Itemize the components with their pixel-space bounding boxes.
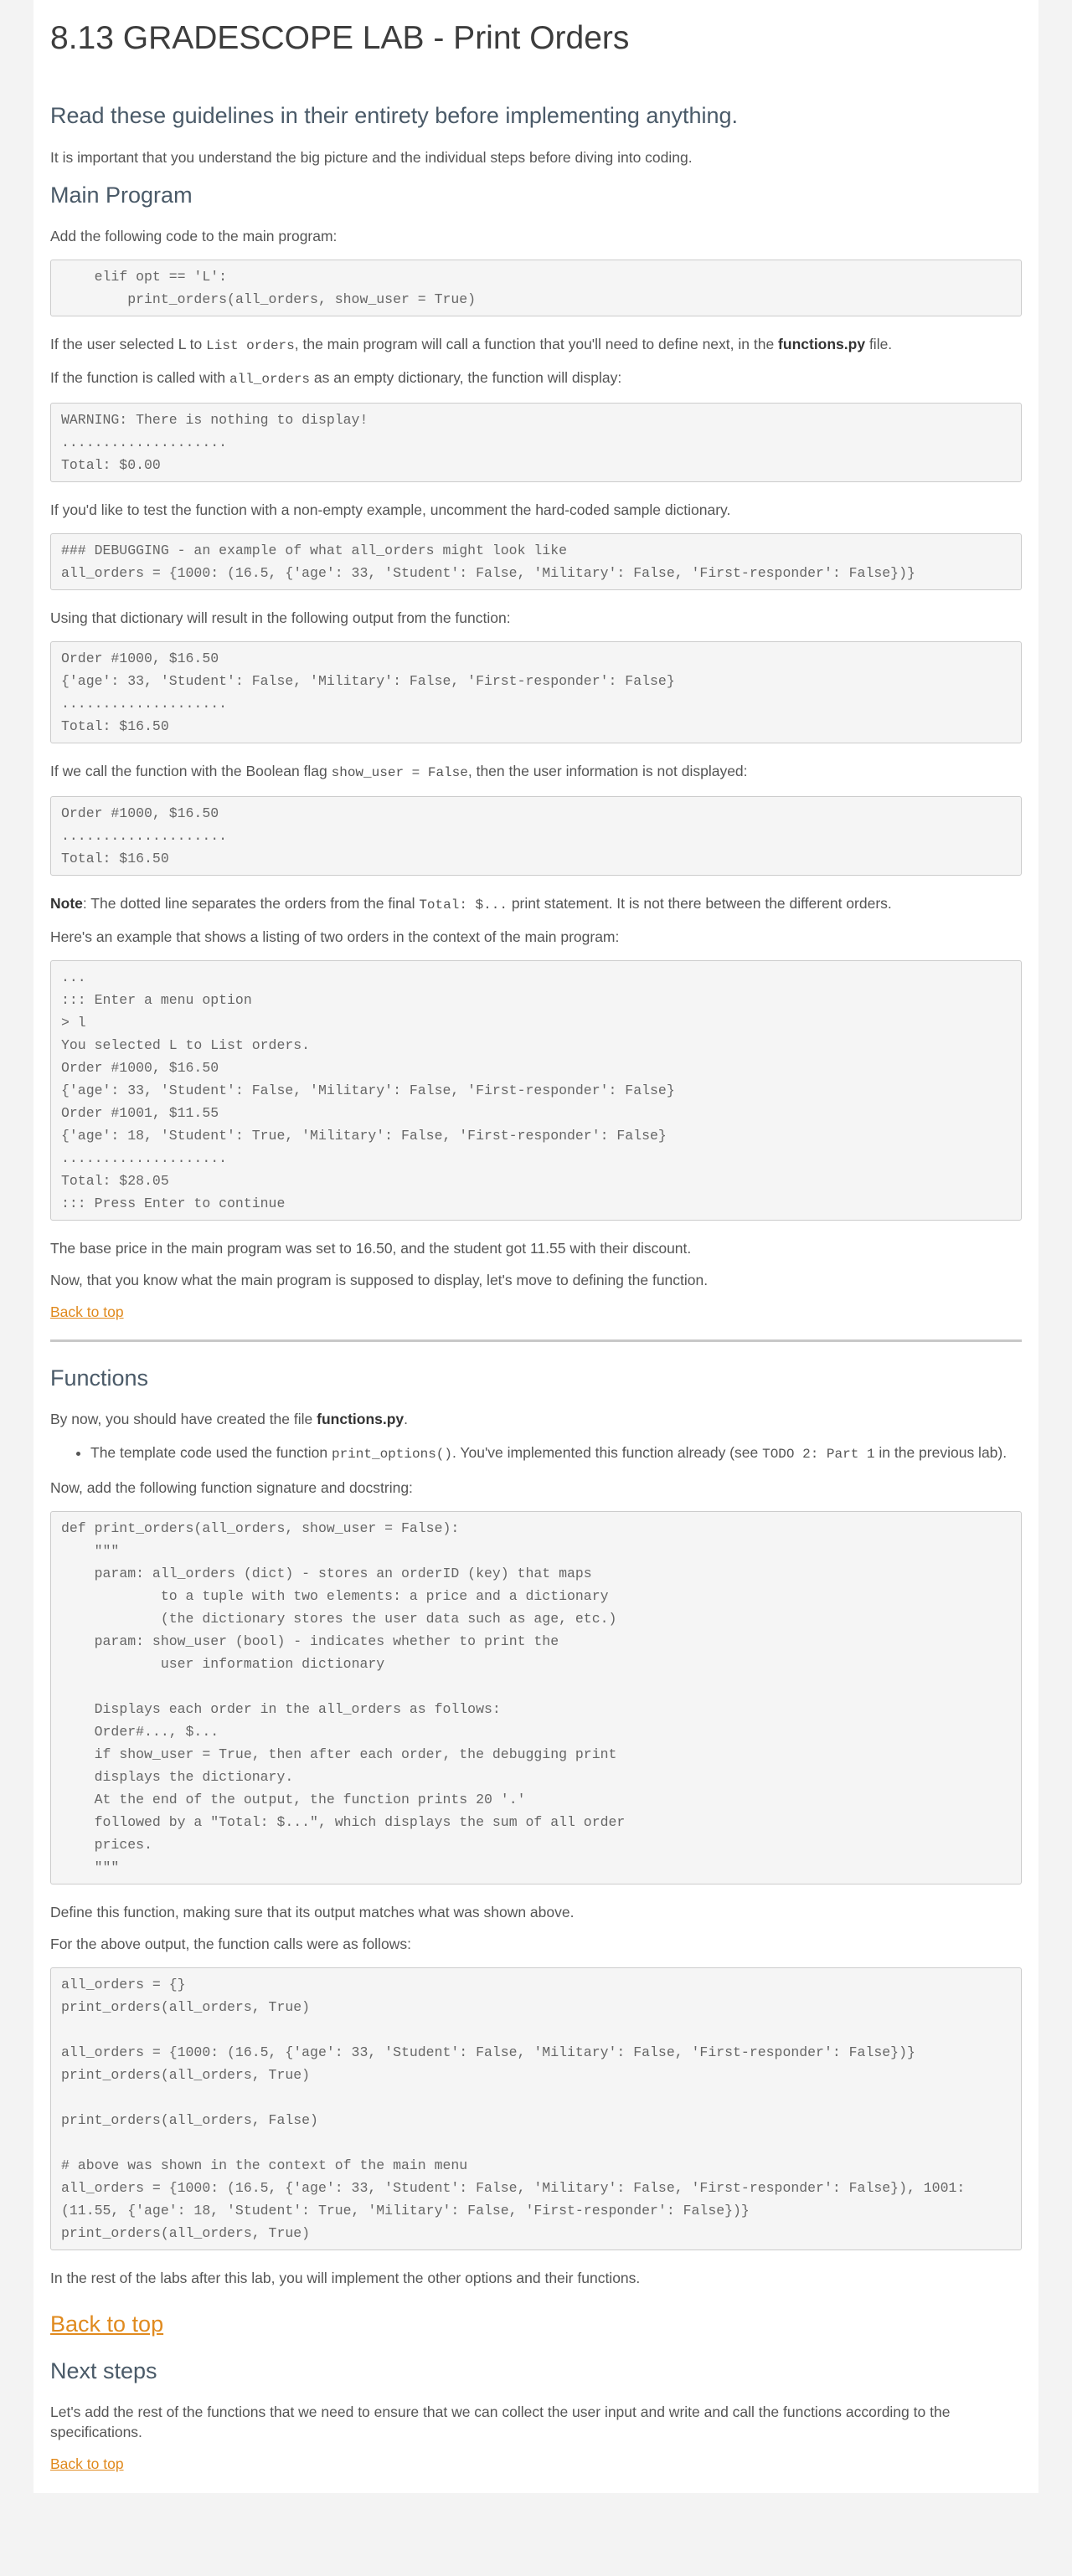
code-block-warning: WARNING: There is nothing to display! .................... Total: $0.00 bbox=[50, 403, 1022, 482]
back-to-top-link-large[interactable]: Back to top bbox=[50, 2311, 164, 2337]
main-program-p3 bbox=[50, 368, 1022, 389]
note-label: Note bbox=[50, 895, 83, 912]
inline-code: show_user = False bbox=[331, 765, 468, 780]
functions-p2: Now, add the following function signature and docstring: bbox=[50, 1479, 413, 1496]
functions-bullet-list bbox=[50, 1442, 1022, 1464]
page-title: 8.13 GRADESCOPE LAB - Print Orders bbox=[50, 20, 630, 56]
section-divider bbox=[50, 1339, 1022, 1342]
back-to-top-link[interactable]: Back to top bbox=[50, 1303, 124, 1320]
text-span: The template code used the function bbox=[90, 1444, 332, 1461]
functions-p1 bbox=[50, 1409, 1022, 1429]
main-program-heading: Main Program bbox=[50, 183, 193, 208]
text-span: If the user selected L to bbox=[50, 336, 207, 352]
text-span: If we call the function with the Boolean flag bbox=[50, 763, 332, 779]
text-span: . bbox=[404, 1411, 409, 1427]
inline-code: Total: $... bbox=[419, 897, 508, 913]
bold-filename: functions.py bbox=[317, 1411, 405, 1427]
code-block-output-no-user: Order #1000, $16.50 .................... Total: $16.50 bbox=[50, 796, 1022, 876]
guidelines-heading: Read these guidelines in their entirety before implementing anything. bbox=[50, 103, 738, 128]
text-span: , then the user information is not displayed: bbox=[467, 763, 748, 779]
main-program-p8: Here's an example that shows a listing of two orders in the context of the main program: bbox=[50, 928, 620, 945]
functions-heading: Functions bbox=[50, 1365, 149, 1391]
code-block-signature: def print_orders(all_orders, show_user = False): """ param: all_orders (dict) - stores an orderID (key) that maps to a tuple with two elements: a price and a dictionary (the dictionary stores the user data such as age, etc.) param: show_user (bool) - indicates whether to print the user information dictionary Displays each order in the all_orders as follows: Order#..., $... if show_user = True, then after each order, the debugging print displays the dictionary. At the end of the output, the function prints 20 '.' followed by a "Total: $...", which displays the sum of all order prices. """ bbox=[50, 1511, 1022, 1884]
main-program-p2 bbox=[50, 334, 1022, 356]
functions-p5: In the rest of the labs after this lab, you will implement the other options and their functions. bbox=[50, 2270, 641, 2286]
main-program-p10: Now, that you know what the main program is supposed to display, let's move to defining the function. bbox=[50, 1272, 709, 1288]
main-program-p9: The base price in the main program was set to 16.50, and the student got 11.55 with their discount. bbox=[50, 1240, 692, 1257]
bold-filename: functions.py bbox=[778, 336, 866, 352]
note-paragraph bbox=[50, 893, 1022, 915]
list-item bbox=[90, 1442, 1022, 1464]
text-span: By now, you should have created the file bbox=[50, 1411, 317, 1427]
text-span: as an empty dictionary, the function will display: bbox=[310, 369, 622, 386]
code-block-elif: elif opt == 'L': print_orders(all_orders, show_user = True) bbox=[50, 260, 1022, 316]
back-to-top-link[interactable]: Back to top bbox=[50, 2455, 124, 2472]
inline-code: TODO 2: Part 1 bbox=[762, 1447, 875, 1462]
code-block-calls: all_orders = {} print_orders(all_orders, True) all_orders = {1000: (16.5, {'age': 33, 'Student': False, 'Military': False, 'First-responder': False})} print_orders(all_orders, True) print_orders(all_orders, False) # above was shown in the context of the main menu all_orders = {1000: (16.5, {'age': 33, 'Student': False, 'Military': False, 'First-responder': False}), 1001: (11.55, {'age': 18, 'Student': True, 'Military': False, 'First-responder': False})} print_orders(all_orders, True) bbox=[50, 1967, 1022, 2250]
text-span: : The dotted line separates the orders from the final bbox=[82, 895, 420, 912]
inline-code: List orders bbox=[206, 338, 295, 353]
text-span: print statement. It is not there between the different orders. bbox=[507, 895, 892, 912]
lab-page bbox=[34, 0, 1038, 2493]
inline-code: all_orders bbox=[229, 372, 311, 387]
text-span: . You've implemented this function already (see bbox=[452, 1444, 763, 1461]
intro-text: It is important that you understand the big picture and the individual steps before diving into coding. bbox=[50, 149, 693, 166]
functions-p4: For the above output, the function calls were as follows: bbox=[50, 1936, 411, 1952]
text-span: If the function is called with bbox=[50, 369, 229, 386]
text-span: in the previous lab). bbox=[874, 1444, 1008, 1461]
code-block-debugging: ### DEBUGGING - an example of what all_orders might look like all_orders = {1000: (16.5, {'age': 33, 'Student': False, 'Military': False, 'First-responder': False})} bbox=[50, 533, 1022, 590]
next-steps-heading: Next steps bbox=[50, 2358, 157, 2383]
main-program-p6 bbox=[50, 761, 1022, 783]
functions-p3: Define this function, making sure that its output matches what was shown above. bbox=[50, 1904, 575, 1920]
next-steps-p1: Let's add the rest of the functions that we need to ensure that we can collect the user input and write and call the functions according to the specifications. bbox=[50, 2404, 951, 2440]
main-program-p1: Add the following code to the main program: bbox=[50, 228, 338, 244]
main-program-p5: Using that dictionary will result in the following output from the function: bbox=[50, 609, 511, 626]
inline-code: print_options() bbox=[331, 1447, 452, 1462]
text-span: file. bbox=[865, 336, 893, 352]
text-span: , the main program will call a function that you'll need to define next, in the bbox=[294, 336, 779, 352]
main-program-p4: If you'd like to test the function with a non-empty example, uncomment the hard-coded sample dictionary. bbox=[50, 501, 731, 518]
code-block-menu-example: ... ::: Enter a menu option > l You selected L to List orders. Order #1000, $16.50 {'age': 33, 'Student': False, 'Military': False, 'First-responder': False} Order #1001, $11.55 {'age': 18, 'Student': True, 'Military': False, 'First-responder': False} .................... Total: $28.05 ::: Press Enter to continue bbox=[50, 960, 1022, 1221]
code-block-output-user: Order #1000, $16.50 {'age': 33, 'Student': False, 'Military': False, 'First-responder': False} .................... Total: $16.50 bbox=[50, 641, 1022, 743]
